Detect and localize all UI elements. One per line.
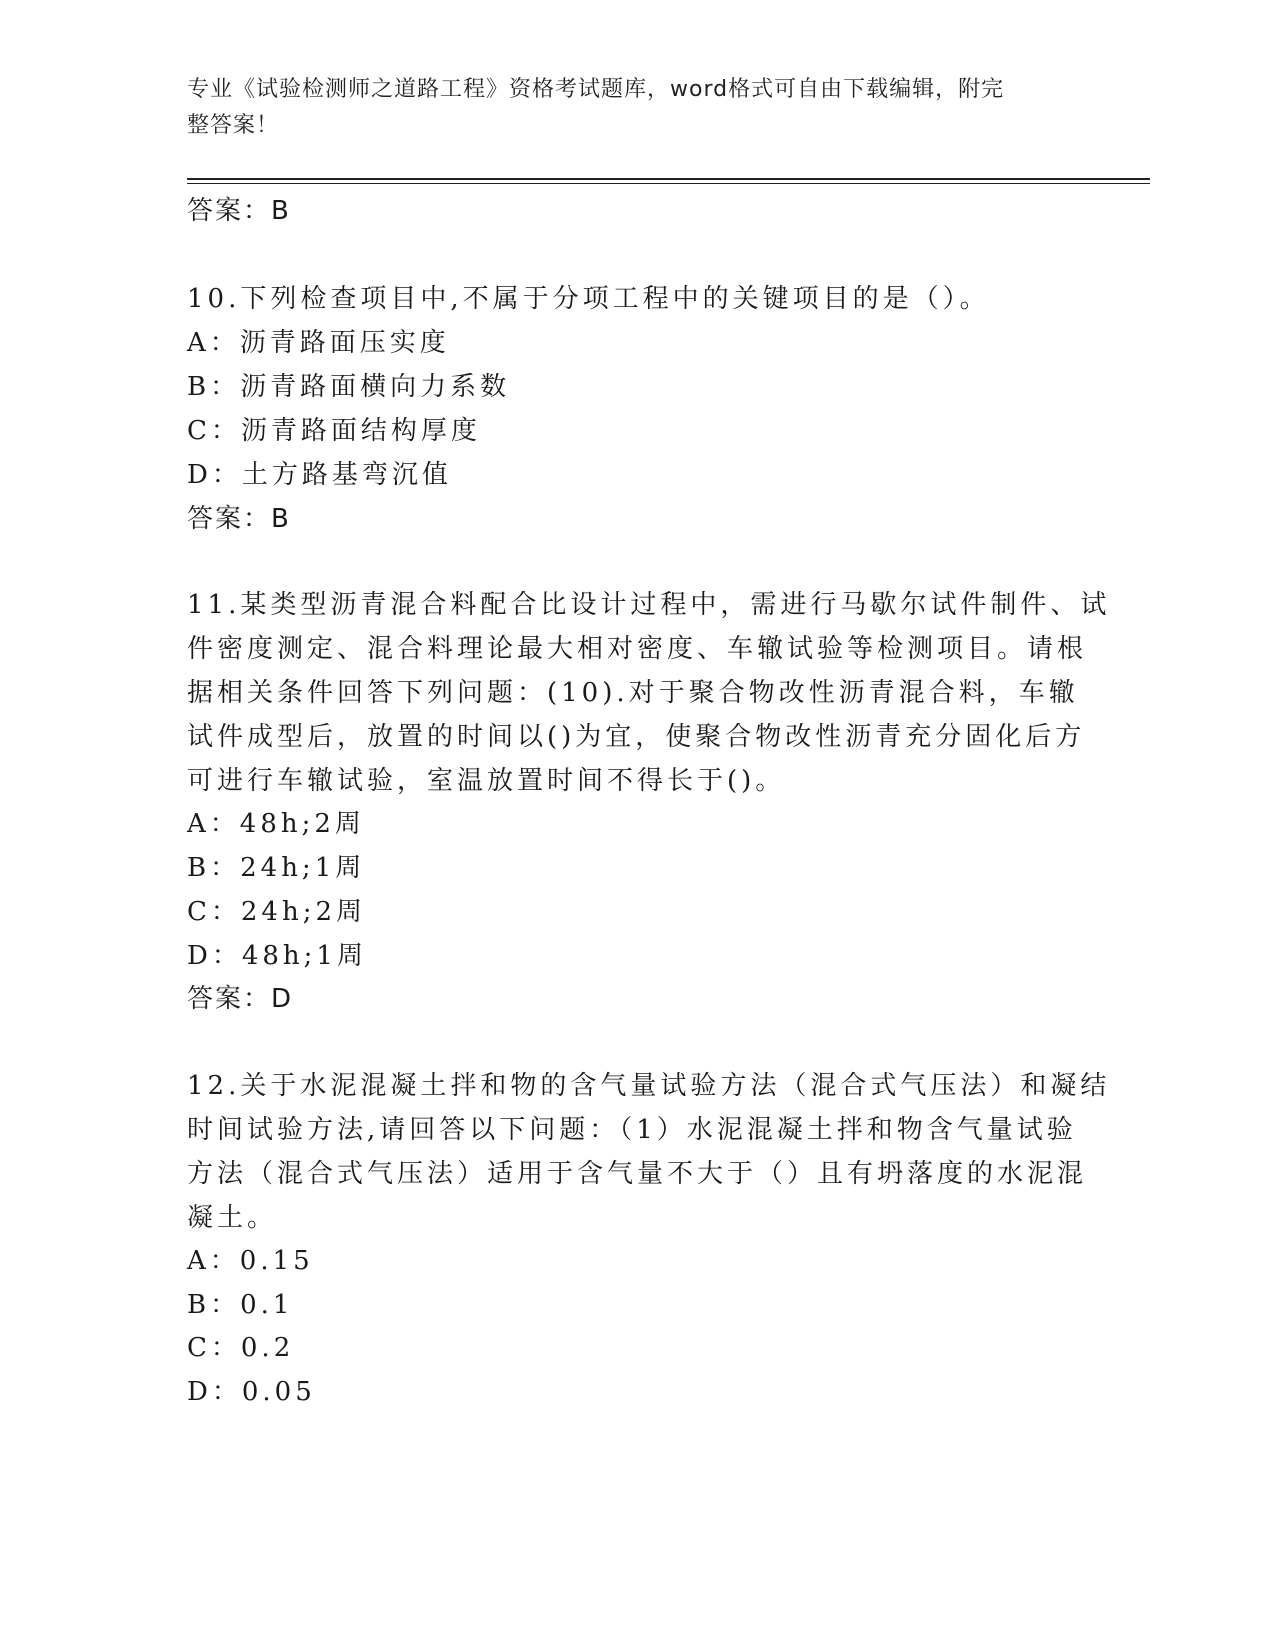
- question-stem-line: 12.关于水泥混凝土拌和物的含气量试验方法（混合式气压法）和凝结: [187, 1071, 1111, 1101]
- answer: 答案：D: [187, 984, 294, 1014]
- question-stem-line: 11.某类型沥青混合料配合比设计过程中，需进行马歇尔试件制件、试: [187, 590, 1111, 620]
- question-stem-line: 件密度测定、混合料理论最大相对密度、车辙试验等检测项目。请根: [187, 634, 1088, 664]
- option-c: C：0.2: [187, 1333, 295, 1363]
- option-d: D：土方路基弯沉值: [187, 460, 452, 490]
- question-stem-line: 试件成型后，放置的时间以()为宜，使聚合物改性沥青充分固化后方: [187, 722, 1086, 752]
- option-b: B：24h;1周: [187, 853, 366, 883]
- option-a: A：沥青路面压实度: [187, 328, 450, 358]
- question-stem: 10.下列检查项目中,不属于分项工程中的关键项目的是（）。: [187, 284, 990, 314]
- document-header: [187, 72, 1067, 144]
- question-stem-line: 凝土。: [187, 1203, 278, 1233]
- header-line-1: 专业《试验检测师之道路工程》资格考试题库，word格式可自由下载编辑，附完: [187, 77, 1005, 102]
- header-divider-thin: [187, 183, 1150, 184]
- previous-answer: 答案：B: [187, 196, 291, 226]
- question-stem-line: 据相关条件回答下列问题：(10).对于聚合物改性沥青混合料，车辙: [187, 678, 1079, 708]
- header-divider-thick: [187, 178, 1150, 180]
- header-line-2: 整答案！: [187, 113, 280, 138]
- option-c: C：24h;2周: [187, 897, 367, 927]
- answer: 答案：B: [187, 504, 291, 534]
- question-stem-line: 方法（混合式气压法）适用于含气量不大于（）且有坍落度的水泥混: [187, 1159, 1088, 1189]
- option-d: D：48h;1周: [187, 941, 367, 971]
- option-d: D：0.05: [187, 1377, 316, 1407]
- option-c: C：沥青路面结构厚度: [187, 416, 481, 446]
- option-b: B：0.1: [187, 1290, 294, 1320]
- option-a: A：0.15: [187, 1246, 314, 1276]
- question-stem-line: 时间试验方法,请回答以下问题：（1）水泥混凝土拌和物含气量试验: [187, 1115, 1077, 1145]
- option-a: A：48h;2周: [187, 809, 365, 839]
- question-stem-line: 可进行车辙试验，室温放置时间不得长于()。: [187, 766, 786, 796]
- option-b: B：沥青路面横向力系数: [187, 372, 511, 402]
